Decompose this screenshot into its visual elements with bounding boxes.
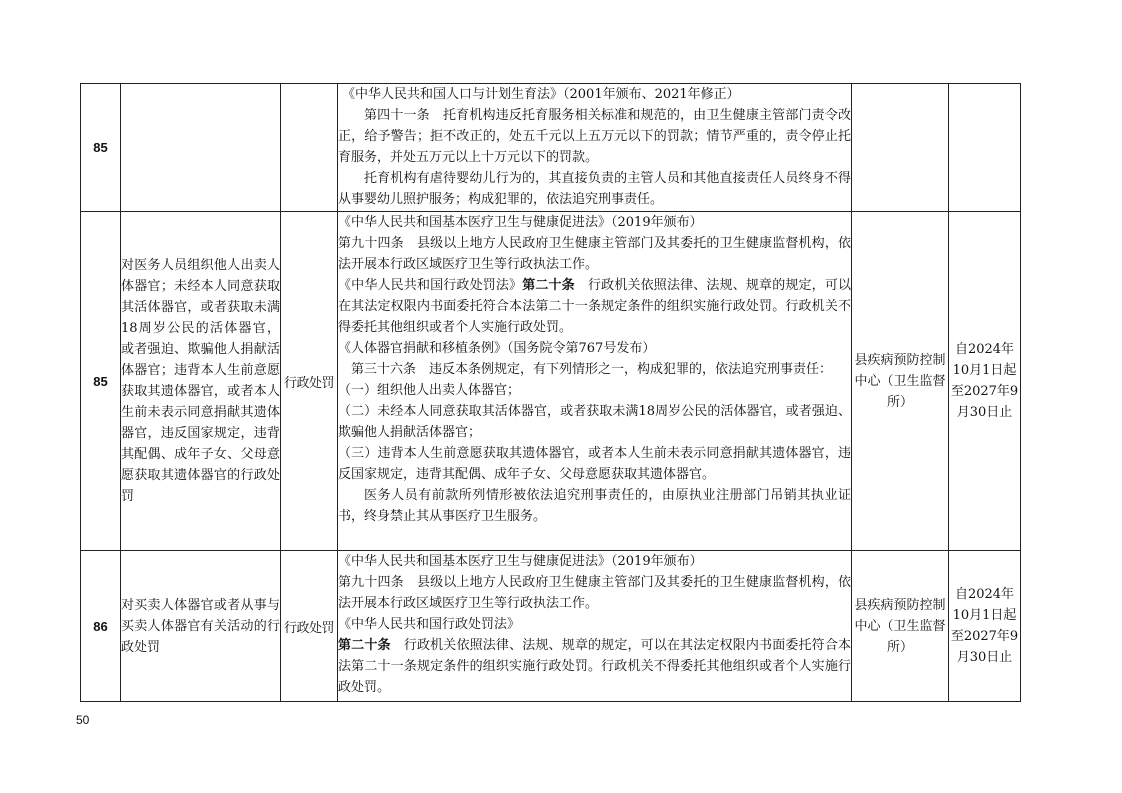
basis-paragraph: （一）组织他人出卖人体器官；: [338, 383, 521, 398]
table-row: [81, 212, 1021, 551]
basis-paragraph: （二）未经本人同意获取其活体器官，或者获取未满18周岁公民的活体器官，或者强迫、欺骗他人捐献活体器官；: [338, 404, 851, 440]
article-number: 第二十条: [338, 638, 391, 653]
item-type: [281, 84, 338, 212]
item-type: 行政处罚: [281, 551, 338, 702]
basis-paragraph: 医务人员有前款所列情形被依法追究刑事责任的，由原执业注册部门吊销其执业证书，终身禁止其从事医疗卫生服务。: [338, 488, 851, 524]
basis-paragraph: 托育机构有虐待婴幼儿行为的，其直接负责的主管人员和其他直接责任人员终身不得从事婴幼儿照护服务；构成犯罪的，依法追究刑事责任。: [338, 171, 851, 207]
law-title: 《中华人民共和国行政处罚法》: [338, 278, 523, 293]
basis-paragraph: 第九十四条 县级以上地方人民政府卫生健康主管部门及其委托的卫生健康监督机构，依法开展本行政区域医疗卫生等行政执法工作。: [338, 575, 851, 611]
table-row: [81, 551, 1021, 702]
item-type: 行政处罚: [281, 212, 338, 551]
basis-paragraph: 《中华人民共和国基本医疗卫生与健康促进法》（2019年颁布）: [338, 215, 703, 230]
basis-paragraph: （三）违背本人生前意愿获取其遗体器官，或者本人生前未表示同意捐献其遗体器官，违反国家规定，违背其配偶、成年子女、父母意愿获取其遗体器官。: [338, 446, 851, 482]
enforcement-org: 县疾病预防控制中心（卫生监督所）: [852, 212, 949, 551]
enforcement-org: 县疾病预防控制中心（卫生监督所）: [852, 551, 949, 702]
enforcement-table: [80, 83, 1021, 702]
table-row: [81, 84, 1021, 212]
legal-basis: [338, 84, 852, 212]
basis-paragraph: [338, 635, 851, 698]
validity-period: [949, 84, 1021, 212]
page-number: 50: [76, 713, 90, 727]
basis-paragraph: 第九十四条 县级以上地方人民政府卫生健康主管部门及其委托的卫生健康监督机构，依法开展本行政区域医疗卫生等行政执法工作。: [338, 236, 851, 272]
validity-period: 自2024年10月1日起至2027年9月30日止: [949, 551, 1021, 702]
basis-paragraph: 《人体器官捐献和移植条例》（国务院令第767号发布）: [338, 341, 656, 356]
basis-paragraph: 第四十一条 托育机构违反托育服务相关标准和规范的，由卫生健康主管部门责令改正，给予警告；拒不改正的，处五千元以上五万元以下的罚款；情节严重的，责令停止托育服务，并处五万元以上十万元以下的罚款。: [338, 108, 851, 165]
article-number: 第二十条: [522, 278, 575, 293]
basis-paragraph: 《中华人民共和国基本医疗卫生与健康促进法》（2019年颁布）: [338, 554, 703, 569]
article-text: 行政机关依照法律、法规、规章的规定，可以在其法定权限内书面委托符合本法第二十一条规定条件的组织实施行政处罚。行政机关不得委托其他组织或者个人实施行政处罚。: [338, 278, 851, 335]
basis-paragraph: 第三十六条 违反本条例规定，有下列情形之一，构成犯罪的，依法追究刑事责任：: [351, 362, 833, 377]
row-number: 85: [81, 84, 121, 212]
item-name: [121, 84, 281, 212]
basis-paragraph: 《中华人民共和国行政处罚法》: [338, 617, 521, 632]
row-number: 86: [81, 551, 121, 702]
row-number: 85: [81, 212, 121, 551]
item-name: 对医务人员组织他人出卖人体器官；未经本人同意获取其活体器官，或者获取未满18周岁公民的活体器官，或者强迫、欺骗他人捐献活体器官；违背本人生前意愿获取其遗体器官，或者本人生前未表示同意捐献其遗体器官，违反国家规定，违背其配偶、成年子女、父母意愿获取其遗体器官的行政处罚: [121, 212, 281, 551]
article-text: 行政机关依照法律、法规、规章的规定，可以在其法定权限内书面委托符合本法第二十一条规定条件的组织实施行政处罚。行政机关不得委托其他组织或者个人实施行政处罚。: [338, 638, 851, 695]
legal-basis: [338, 212, 852, 551]
basis-paragraph: [338, 275, 851, 338]
item-name: 对买卖人体器官或者从事与买卖人体器官有关活动的行政处罚: [121, 551, 281, 702]
legal-basis: [338, 551, 852, 702]
basis-paragraph: 《中华人民共和国人口与计划生育法》（2001年颁布、2021年修正）: [342, 87, 740, 102]
enforcement-org: [852, 84, 949, 212]
validity-period: 自2024年10月1日起至2027年9月30日止: [949, 212, 1021, 551]
